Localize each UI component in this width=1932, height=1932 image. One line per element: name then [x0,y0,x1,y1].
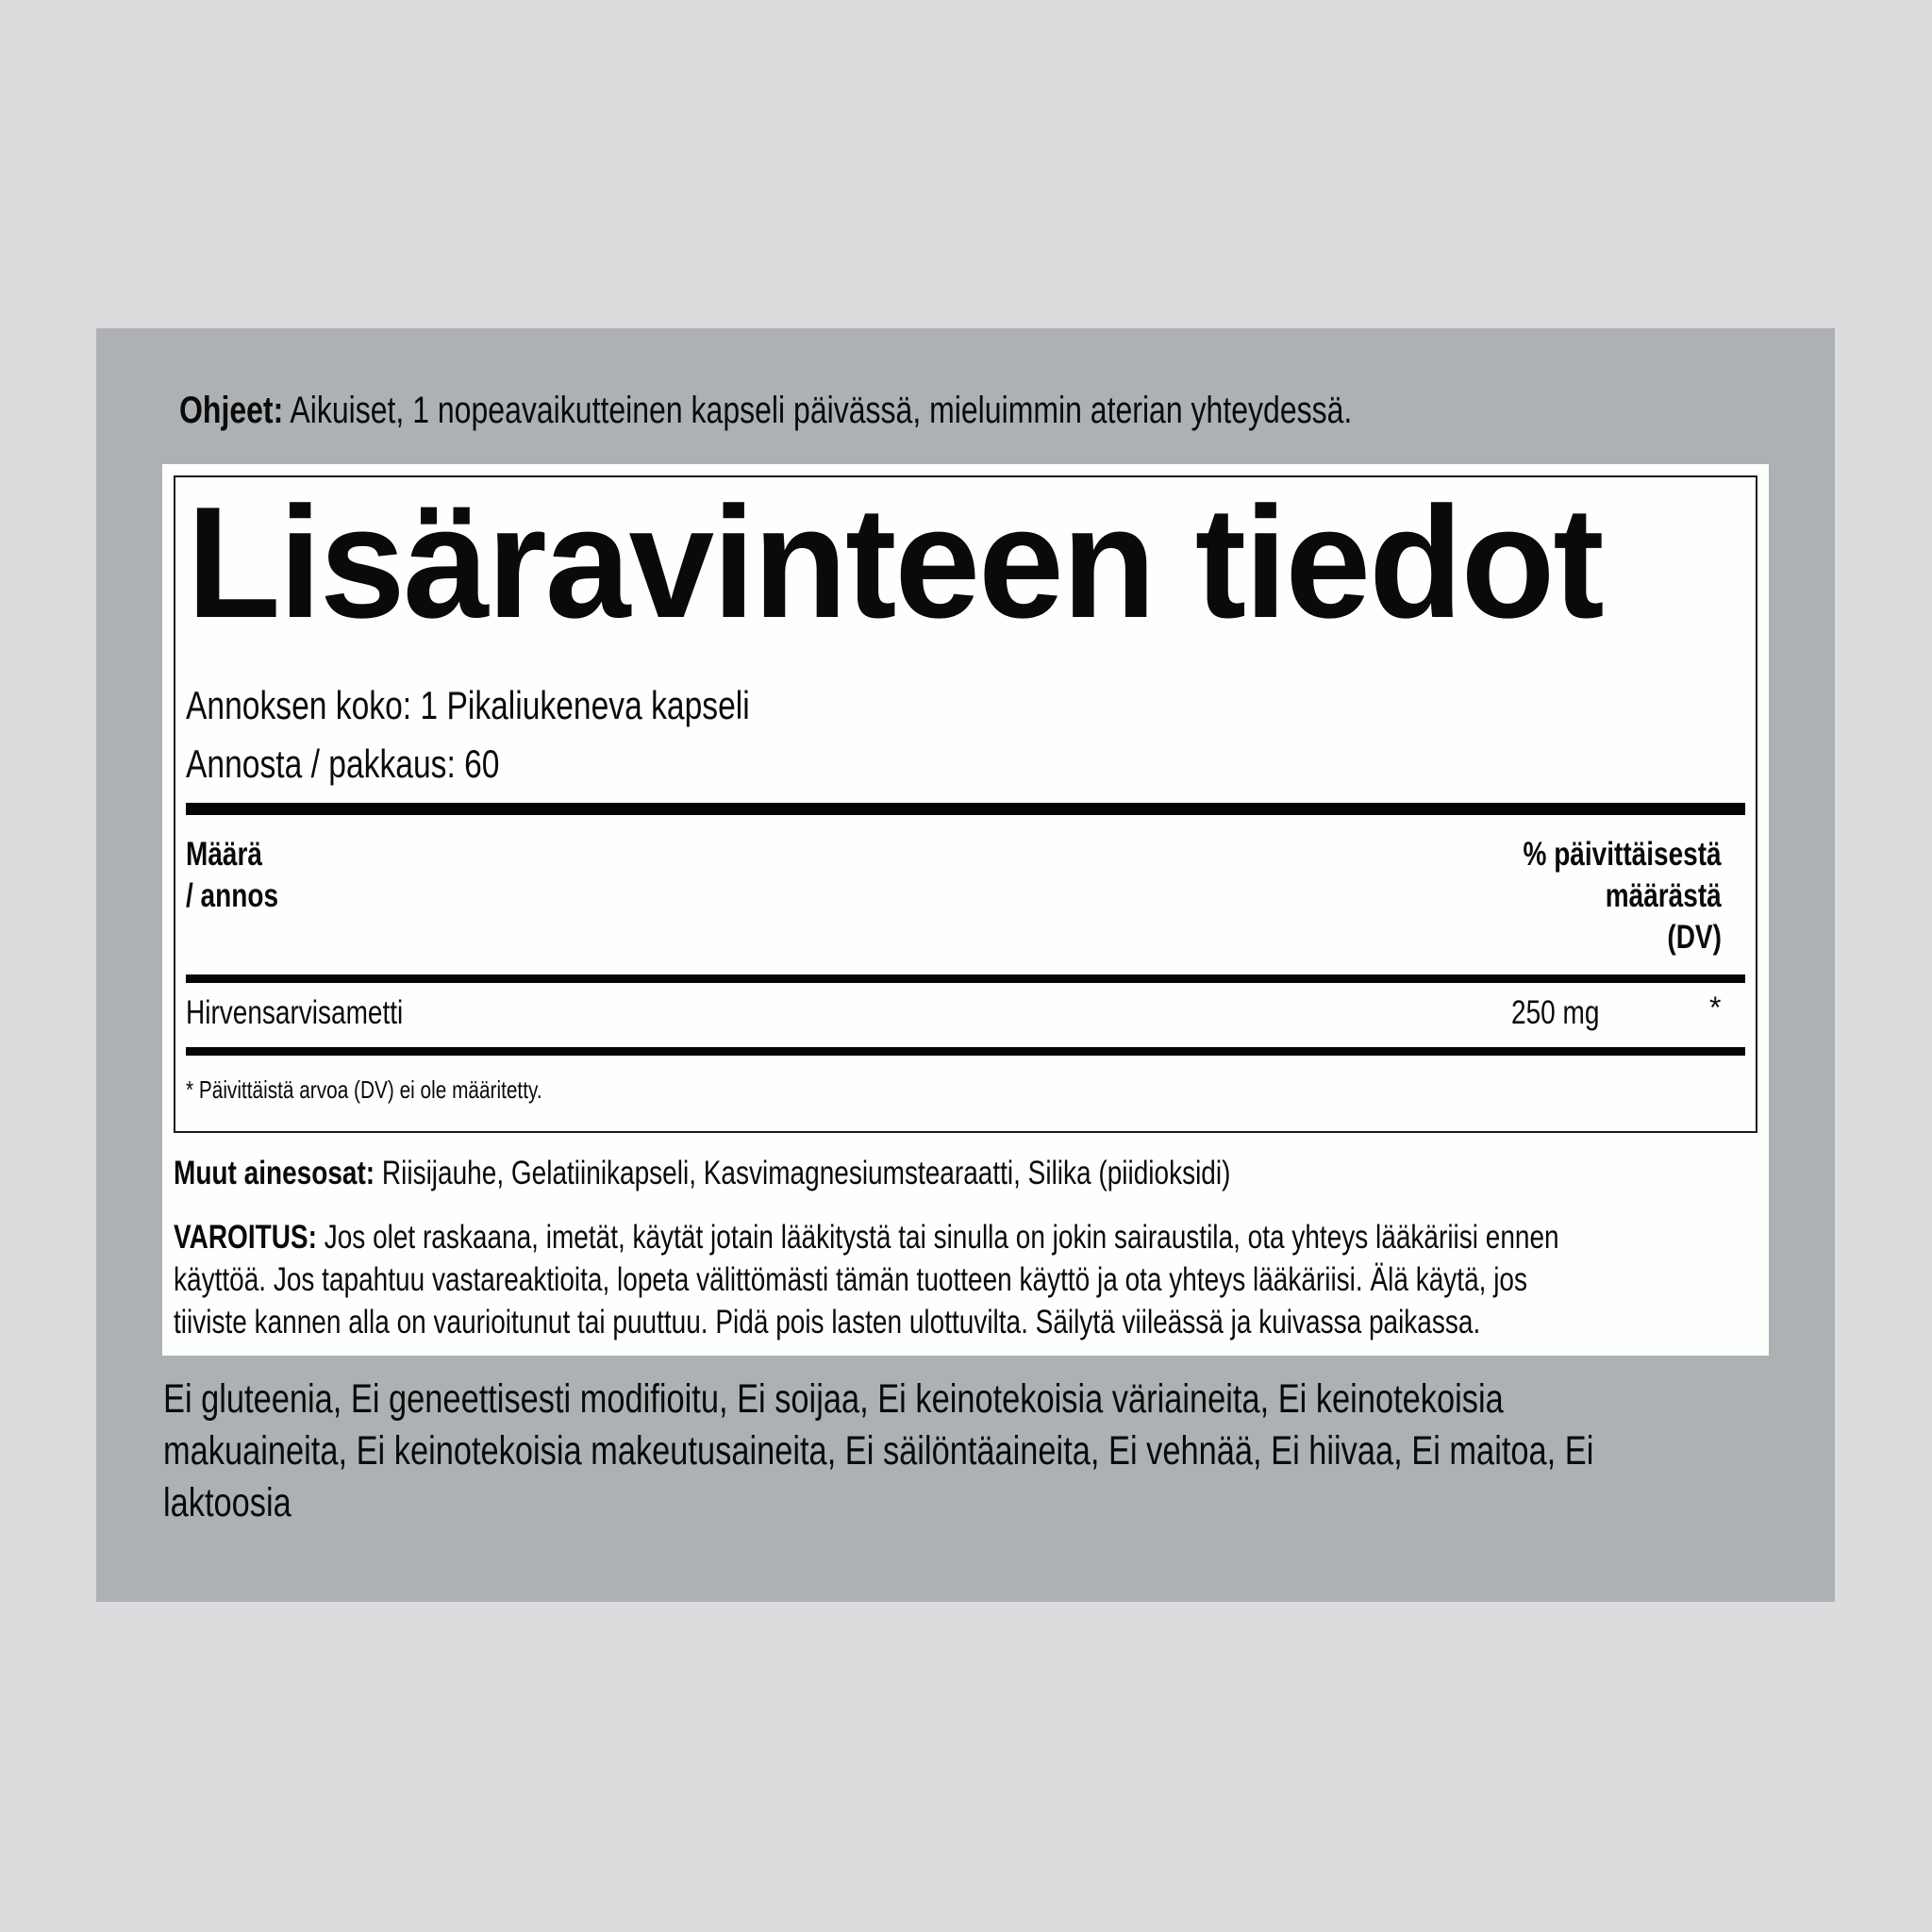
other-ingredients [174,1155,1230,1192]
serving-size: Annoksen koko: 1 Pikaliukeneva kapseli [186,683,750,727]
free-from-line-3: laktoosia [163,1480,291,1525]
warning-line-2: käyttöä. Jos tapahtuu vastareaktioita, lopeta välittömästi tämän tuotteen käyttö ja ota yhteys lääkäriisi. Älä käytä, jos [174,1261,1527,1298]
other-ingredients-label: Muut ainesosat: [174,1155,375,1191]
warning-text-1: Jos olet raskaana, imetät, käytät jotain lääkitystä tai sinulla on jokin sairaustila, ota yhteys lääkäriisi ennen [324,1219,1559,1256]
thick-divider [186,803,1745,815]
amount-header-1: Määrä [186,836,262,873]
directions-label: Ohjeet: [179,390,284,431]
amount-header-2: / annos [186,877,279,914]
servings-per-container: Annosta / pakkaus: 60 [186,741,500,786]
directions-text: Aikuiset, 1 nopeavaikutteinen kapseli päivässä, mieluimmin aterian yhteydessä. [290,390,1353,431]
nutrient-name: Hirvensarvisametti [186,994,404,1031]
dv-header-3: (DV) [1667,919,1722,956]
facts-title: Lisäravinteen tiedot [187,474,1603,651]
nutrient-amount: 250 mg [1511,994,1600,1031]
warning-label: VAROITUS: [174,1219,317,1256]
free-from-line-2: makuaineita, Ei keinotekoisia makeutusaineita, Ei säilöntäaineita, Ei vehnää, Ei hiivaa, Ei maitoa, Ei [163,1428,1594,1474]
dv-header-1: % päivittäisestä [1523,836,1722,873]
medium-divider [186,974,1745,983]
warning-line-3: tiiviste kannen alla on vaurioitunut tai puuttuu. Pidä pois lasten ulottuvilta. Säilytä viileässä ja kuivassa paikassa. [174,1304,1481,1341]
nutrient-dv: * [1709,991,1722,1024]
dv-header-2: määrästä [1606,877,1722,914]
other-ingredients-text: Riisijauhe, Gelatiinikapseli, Kasvimagnesiumstearaatti, Silika (piidioksidi) [381,1155,1231,1191]
dv-footnote: * Päivittäistä arvoa (DV) ei ole määritetty. [186,1075,542,1104]
warning-line-1 [174,1219,1559,1257]
directions [179,390,1352,432]
free-from-line-1: Ei gluteenia, Ei geneettisesti modifioitu, Ei soijaa, Ei keinotekoisia väriaineita, Ei keinotekoisia [163,1376,1504,1422]
medium-divider-2 [186,1047,1745,1056]
